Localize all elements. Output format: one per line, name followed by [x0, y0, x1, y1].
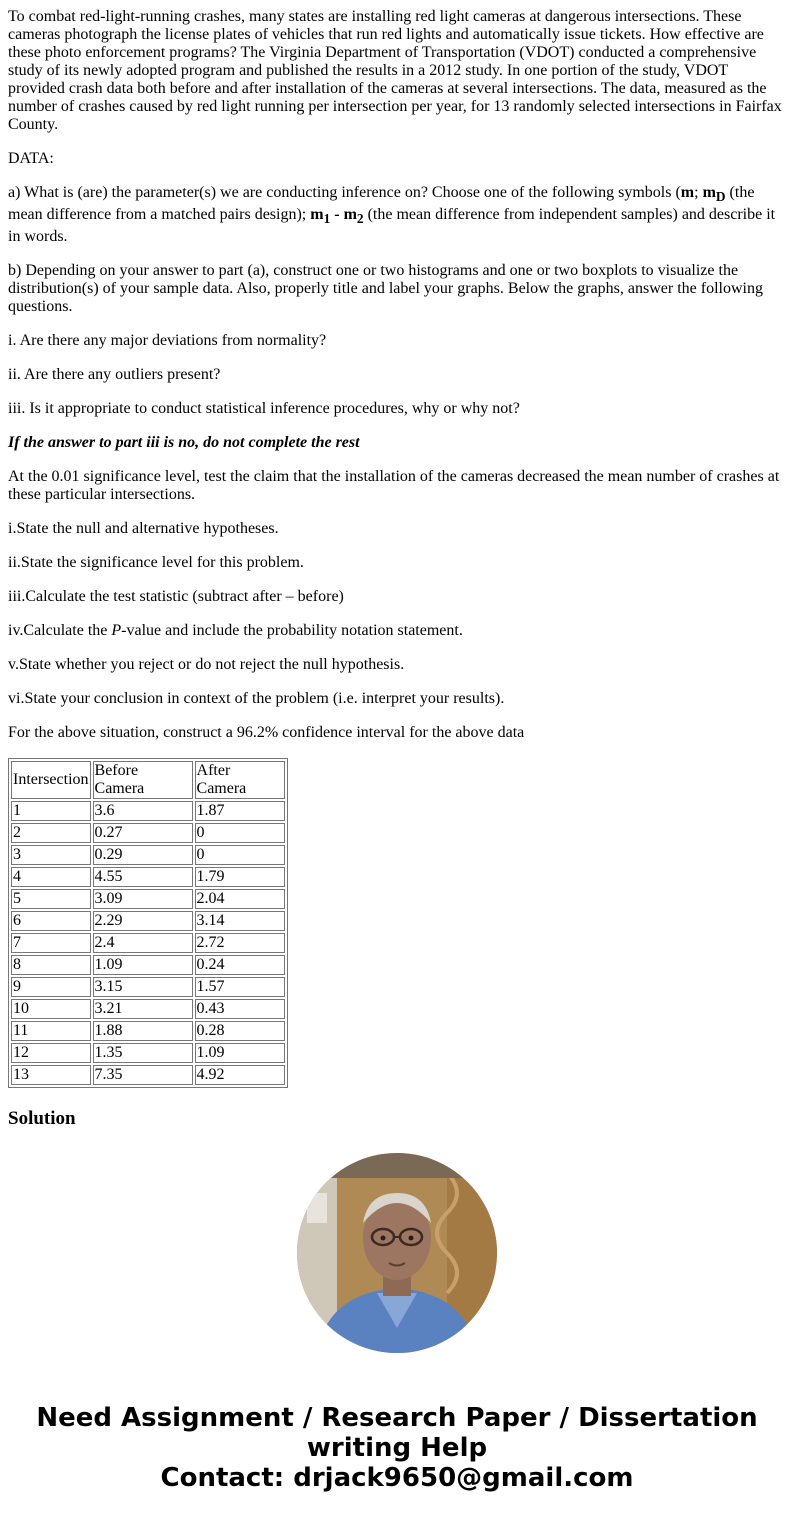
- symbol-m1-minus-m2: $m_1 - m_2$: [310, 206, 364, 227]
- table-cell: 1.35: [93, 1043, 193, 1063]
- table-row: [11, 889, 285, 909]
- table-cell: 4.55: [93, 867, 193, 887]
- symbol-md: $m_D$: [702, 184, 726, 205]
- table-row: [11, 1043, 285, 1063]
- table-row: [11, 933, 285, 953]
- table-cell: 1.09: [93, 955, 193, 975]
- table-cell: 7.35: [93, 1065, 193, 1085]
- table-cell: 5: [11, 889, 91, 909]
- promo-banner: [0, 1403, 794, 1493]
- avatar: [297, 1153, 497, 1353]
- step-significance: ii.State the significance level for this problem.: [8, 554, 304, 572]
- part-b-question: b) Depending on your answer to part (a), construct one or two histograms and one or two boxplots to visualize the distribution(s) of your sample data. Also, properly title and label your graphs. Below the graphs, answer the following questions.: [8, 262, 763, 316]
- table-cell: 1.88: [93, 1021, 193, 1041]
- table-header-cell: Intersection: [11, 761, 91, 799]
- table-cell: 2: [11, 823, 91, 843]
- conditional-note: If the answer to part iii is no, do not complete the rest: [8, 434, 360, 452]
- table-row: [11, 823, 285, 843]
- table-row: [11, 845, 285, 865]
- table-cell: 4.92: [195, 1065, 285, 1085]
- table-cell: 3: [11, 845, 91, 865]
- table-cell: 0.28: [195, 1021, 285, 1041]
- table-cell: 3.15: [93, 977, 193, 997]
- table-row: [11, 911, 285, 931]
- promo-line-1: Need Assignment / Research Paper / Dissertation: [36, 1403, 758, 1433]
- table-cell: 11: [11, 1021, 91, 1041]
- confidence-interval-task: For the above situation, construct a 96.2% confidence interval for the above data: [8, 724, 525, 742]
- table-cell: 4: [11, 867, 91, 887]
- table-cell: 0.27: [93, 823, 193, 843]
- table-row: [11, 801, 285, 821]
- table-cell: 2.04: [195, 889, 285, 909]
- question-iii: iii. Is it appropriate to conduct statistical inference procedures, why or why not?: [8, 400, 520, 418]
- table-cell: 1: [11, 801, 91, 821]
- step-test-statistic: iii.Calculate the test statistic (subtract after – before): [8, 588, 344, 606]
- question-i: i. Are there any major deviations from normality?: [8, 332, 327, 350]
- promo-line-2: writing Help: [306, 1433, 488, 1463]
- crash-data-table: [8, 758, 288, 1088]
- part-a-question: a) What is (are) the parameter(s) we are conducting inference on? Choose one of the following symbols (m; $m_D$ (the mean difference from a matched pairs design); $m_1 - m_2$ (the mean difference from independent samples) and describe it in words.: [8, 184, 776, 246]
- table-row: [11, 999, 285, 1019]
- table-header-cell: After Camera: [195, 761, 285, 799]
- table-cell: 2.29: [93, 911, 193, 931]
- step-conclusion: vi.State your conclusion in context of the problem (i.e. interpret your results).: [8, 690, 505, 708]
- table-cell: 2.72: [195, 933, 285, 953]
- table-cell: 1.57: [195, 977, 285, 997]
- question-ii: ii. Are there any outliers present?: [8, 366, 221, 384]
- intro-paragraph: To combat red-light-running crashes, many states are installing red light cameras at dangerous intersections. These cameras photograph the license plates of vehicles that run red lights and automatically issue tickets. How effective are these photo enforcement programs? The Virginia Department of Transportation (VDOT) conducted a comprehensive study of its newly adopted program and published the results in a 2012 study. In one portion of the study, VDOT provided crash data both before and after installation of the cameras at several intersections. The data, measured as the number of crashes caused by red light running per intersection per year, for 13 randomly selected intersections in Fairfax County.: [8, 8, 782, 133]
- table-cell: 10: [11, 999, 91, 1019]
- step-decision: v.State whether you reject or do not reject the null hypothesis.: [8, 656, 405, 674]
- table-cell: 0: [195, 823, 285, 843]
- table-cell: 12: [11, 1043, 91, 1063]
- table-cell: 0.29: [93, 845, 193, 865]
- table-cell: 6: [11, 911, 91, 931]
- table-cell: 3.09: [93, 889, 193, 909]
- table-cell: 0.24: [195, 955, 285, 975]
- table-row: [11, 977, 285, 997]
- table-cell: 13: [11, 1065, 91, 1085]
- table-cell: 8: [11, 955, 91, 975]
- table-row: [11, 1021, 285, 1041]
- table-row: [11, 1065, 285, 1085]
- solution-heading: Solution: [8, 1108, 76, 1130]
- table-header-cell: Before Camera: [93, 761, 193, 799]
- table-cell: 2.4: [93, 933, 193, 953]
- table-cell: 1.79: [195, 867, 285, 887]
- table-cell: 7: [11, 933, 91, 953]
- table-cell: 9: [11, 977, 91, 997]
- table-cell: 3.14: [195, 911, 285, 931]
- symbol-m: m: [680, 184, 695, 201]
- table-cell: 0: [195, 845, 285, 865]
- table-row: [11, 955, 285, 975]
- table-header-row: [11, 761, 285, 799]
- step-p-value: iv.Calculate the P-value and include the probability notation statement.: [8, 622, 463, 640]
- test-claim: At the 0.01 significance level, test the claim that the installation of the cameras decreased the mean number of crashes at these particular intersections.: [8, 468, 780, 504]
- table-cell: 0.43: [195, 999, 285, 1019]
- step-hypotheses: i.State the null and alternative hypotheses.: [8, 520, 279, 538]
- table-row: [11, 867, 285, 887]
- data-label: DATA:: [8, 150, 54, 167]
- table-cell: 3.6: [93, 801, 193, 821]
- promo-contact: Contact: drjack9650@gmail.com: [160, 1463, 634, 1493]
- author-photo: [297, 1153, 497, 1353]
- table-cell: 3.21: [93, 999, 193, 1019]
- table-cell: 1.09: [195, 1043, 285, 1063]
- table-cell: 1.87: [195, 801, 285, 821]
